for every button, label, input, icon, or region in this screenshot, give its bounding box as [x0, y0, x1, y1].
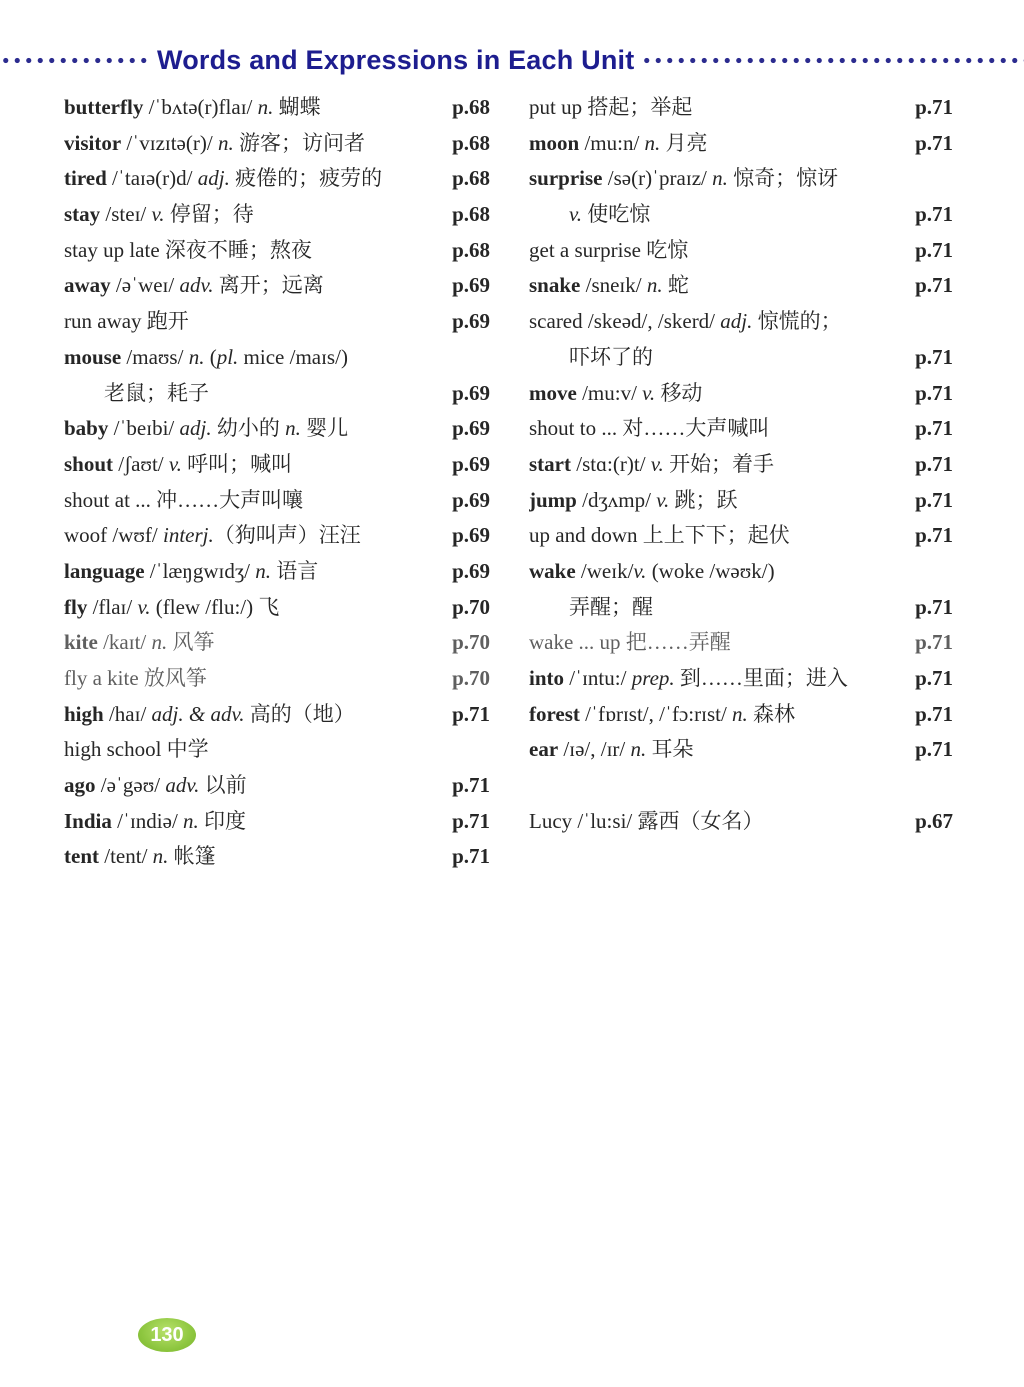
vocab-row — [64, 768, 490, 804]
page-header — [0, 42, 1024, 78]
page-reference: p.71 — [915, 737, 953, 762]
vocab-entry-text: kite /kaɪt/ n. 风筝 — [64, 630, 215, 655]
page-reference: p.71 — [915, 416, 953, 441]
page-reference: p.71 — [452, 701, 490, 726]
vocab-entry-text: India /ˈɪndiə/ n. 印度 — [64, 808, 247, 833]
page-reference: p.71 — [915, 130, 953, 155]
vocab-entry-text: high /haɪ/ adj. & adv. 高的（地） — [64, 701, 355, 726]
page-reference: p.71 — [915, 630, 953, 655]
page-reference: p.69 — [452, 523, 490, 548]
vocab-column-left — [64, 90, 490, 875]
vocab-row — [64, 376, 490, 412]
page-reference: p.69 — [452, 309, 490, 334]
row-spacer — [529, 768, 953, 804]
vocab-entry-text: scared /skeəd/, /skerd/ adj. 惊慌的； — [529, 309, 842, 334]
page-reference: p.71 — [915, 380, 953, 405]
vocab-row — [529, 483, 953, 519]
vocab-entry-text: shout to ... 对……大声喊叫 — [529, 416, 770, 441]
vocab-entry-text: baby /ˈbeɪbi/ adj. 幼小的 n. 婴儿 — [64, 416, 349, 441]
page-reference: p.69 — [452, 451, 490, 476]
page-reference: p.71 — [452, 808, 490, 833]
vocab-row — [529, 697, 953, 733]
vocab-row — [64, 839, 490, 875]
vocab-row — [64, 233, 490, 269]
vocab-row — [64, 554, 490, 590]
vocab-entry-text: 弄醒；醒 — [569, 594, 653, 619]
page-reference: p.69 — [452, 487, 490, 512]
vocab-entry-text: away /əˈweɪ/ adv. 离开；远离 — [64, 273, 324, 298]
vocab-row — [64, 90, 490, 126]
vocab-entry-text: get a surprise 吃惊 — [529, 237, 689, 262]
vocab-entry-text: language /ˈlæŋgwɪdʒ/ n. 语言 — [64, 558, 319, 583]
vocab-entry-text: woof /wʊf/ interj.（狗叫声）汪汪 — [64, 523, 361, 548]
page-reference: p.68 — [452, 202, 490, 227]
vocab-row — [529, 90, 953, 126]
vocab-entry-text: shout /ʃaʊt/ v. 呼叫；喊叫 — [64, 451, 293, 476]
vocab-row — [64, 732, 490, 768]
page-reference: p.71 — [915, 237, 953, 262]
page-reference: p.71 — [915, 594, 953, 619]
page-reference: p.69 — [452, 558, 490, 583]
vocab-row — [529, 126, 953, 162]
vocab-entry-text: surprise /sə(r)ˈpraɪz/ n. 惊奇；惊讶 — [529, 166, 839, 191]
vocab-row — [529, 554, 953, 590]
page-reference: p.71 — [915, 95, 953, 119]
vocab-entry-text: visitor /ˈvɪzɪtə(r)/ n. 游客；访问者 — [64, 130, 365, 155]
vocab-row — [64, 161, 490, 197]
page-reference: p.71 — [452, 773, 490, 798]
vocab-row — [64, 126, 490, 162]
vocab-row — [529, 411, 953, 447]
vocab-row — [529, 625, 953, 661]
vocab-entry-text: high school 中学 — [64, 737, 209, 762]
page-reference: p.68 — [452, 95, 490, 119]
vocab-entry-text: shout at ... 冲……大声叫嚷 — [64, 487, 304, 512]
page-reference: p.71 — [915, 701, 953, 726]
page-reference: p.70 — [452, 630, 490, 655]
vocab-entry-text: fly /flaɪ/ v. (flew /flu:/) 飞 — [64, 594, 280, 619]
vocab-entry-text: put up 搭起；举起 — [529, 95, 693, 119]
page-reference: p.68 — [452, 166, 490, 191]
vocab-row — [529, 661, 953, 697]
vocab-row — [529, 732, 953, 768]
vocab-row — [64, 340, 490, 376]
vocab-entry-text: start /stɑ:(r)t/ v. 开始；着手 — [529, 451, 775, 476]
vocab-row — [529, 590, 953, 626]
page-reference: p.69 — [452, 273, 490, 298]
vocab-row — [529, 376, 953, 412]
page-number-badge — [138, 1318, 196, 1352]
vocab-row — [529, 518, 953, 554]
vocab-row — [64, 661, 490, 697]
vocab-entry-text: Lucy /ˈlu:si/ 露西（女名） — [529, 808, 764, 833]
vocab-row — [64, 197, 490, 233]
page-reference: p.71 — [915, 451, 953, 476]
vocab-entry-text: jump /dʒʌmp/ v. 跳；跃 — [529, 487, 738, 512]
vocab-row — [64, 483, 490, 519]
dotted-rule-right — [641, 56, 1024, 65]
vocab-row — [64, 590, 490, 626]
page-reference: p.71 — [452, 844, 490, 869]
vocab-row — [64, 804, 490, 840]
vocab-row — [64, 518, 490, 554]
vocab-entry-text: move /mu:v/ v. 移动 — [529, 380, 703, 405]
page-reference: p.71 — [915, 202, 953, 227]
page-reference: p.71 — [915, 487, 953, 512]
vocab-entry-text: ear /ɪə/, /ɪr/ n. 耳朵 — [529, 737, 694, 762]
vocab-row — [529, 161, 953, 197]
page-reference: p.71 — [915, 523, 953, 548]
page-reference: p.70 — [452, 666, 490, 690]
vocab-entry-text: forest /ˈfɒrɪst/, /ˈfɔ:rɪst/ n. 森林 — [529, 701, 796, 726]
vocab-entry-text: butterfly /ˈbʌtə(r)flaɪ/ n. 蝴蝶 — [64, 95, 321, 119]
page-reference: p.70 — [452, 594, 490, 619]
vocab-column-right — [529, 90, 953, 839]
page-reference: p.69 — [452, 380, 490, 405]
vocab-entry-text: moon /mu:n/ n. 月亮 — [529, 130, 708, 155]
vocab-row — [529, 268, 953, 304]
vocab-entry-text: wake /weɪk/v. (woke /wəʊk/) — [529, 558, 775, 583]
vocab-entry-text: into /ˈɪntu:/ prep. 到……里面；进入 — [529, 666, 848, 690]
vocab-entry-text: snake /sneɪk/ n. 蛇 — [529, 273, 689, 298]
vocab-row — [64, 447, 490, 483]
vocab-entry-text: stay /steɪ/ v. 停留；待 — [64, 202, 254, 227]
vocab-row — [64, 625, 490, 661]
page-number: 130 — [150, 1323, 184, 1346]
vocab-row — [64, 697, 490, 733]
vocab-entry-text: v. 使吃惊 — [569, 202, 651, 227]
vocab-entry-text: run away 跑开 — [64, 309, 189, 334]
page-title: Words and Expressions in Each Unit — [157, 44, 635, 75]
vocab-entry-text: 老鼠；耗子 — [104, 380, 209, 405]
vocab-row — [529, 197, 953, 233]
vocab-entry-text: tent /tent/ n. 帐篷 — [64, 844, 216, 869]
vocab-row — [64, 268, 490, 304]
vocab-entry-text: 吓坏了的 — [569, 344, 653, 369]
vocab-row — [64, 411, 490, 447]
vocab-row — [529, 447, 953, 483]
vocab-entry-text: fly a kite 放风筝 — [64, 666, 207, 690]
vocab-row — [529, 340, 953, 376]
vocab-entry-text: stay up late 深夜不睡；熬夜 — [64, 237, 312, 262]
vocab-row — [529, 233, 953, 269]
vocab-entry-text: wake ... up 把……弄醒 — [529, 630, 731, 655]
vocab-row — [529, 804, 953, 840]
page-reference: p.69 — [452, 416, 490, 441]
vocab-entry-text: ago /əˈgəʊ/ adv. 以前 — [64, 773, 247, 798]
page-reference: p.71 — [915, 344, 953, 369]
page-reference: p.71 — [915, 666, 953, 690]
vocab-entry-text: up and down 上上下下；起伏 — [529, 523, 790, 548]
vocab-row — [529, 304, 953, 340]
page-reference: p.71 — [915, 273, 953, 298]
dotted-rule-left — [0, 56, 150, 65]
page-reference: p.68 — [452, 130, 490, 155]
vocab-entry-text: mouse /maʊs/ n. (pl. mice /maɪs/) — [64, 344, 348, 369]
vocab-row — [64, 304, 490, 340]
page-reference: p.68 — [452, 237, 490, 262]
vocab-entry-text: tired /ˈtaɪə(r)d/ adj. 疲倦的；疲劳的 — [64, 166, 383, 191]
page-reference: p.67 — [915, 808, 953, 833]
